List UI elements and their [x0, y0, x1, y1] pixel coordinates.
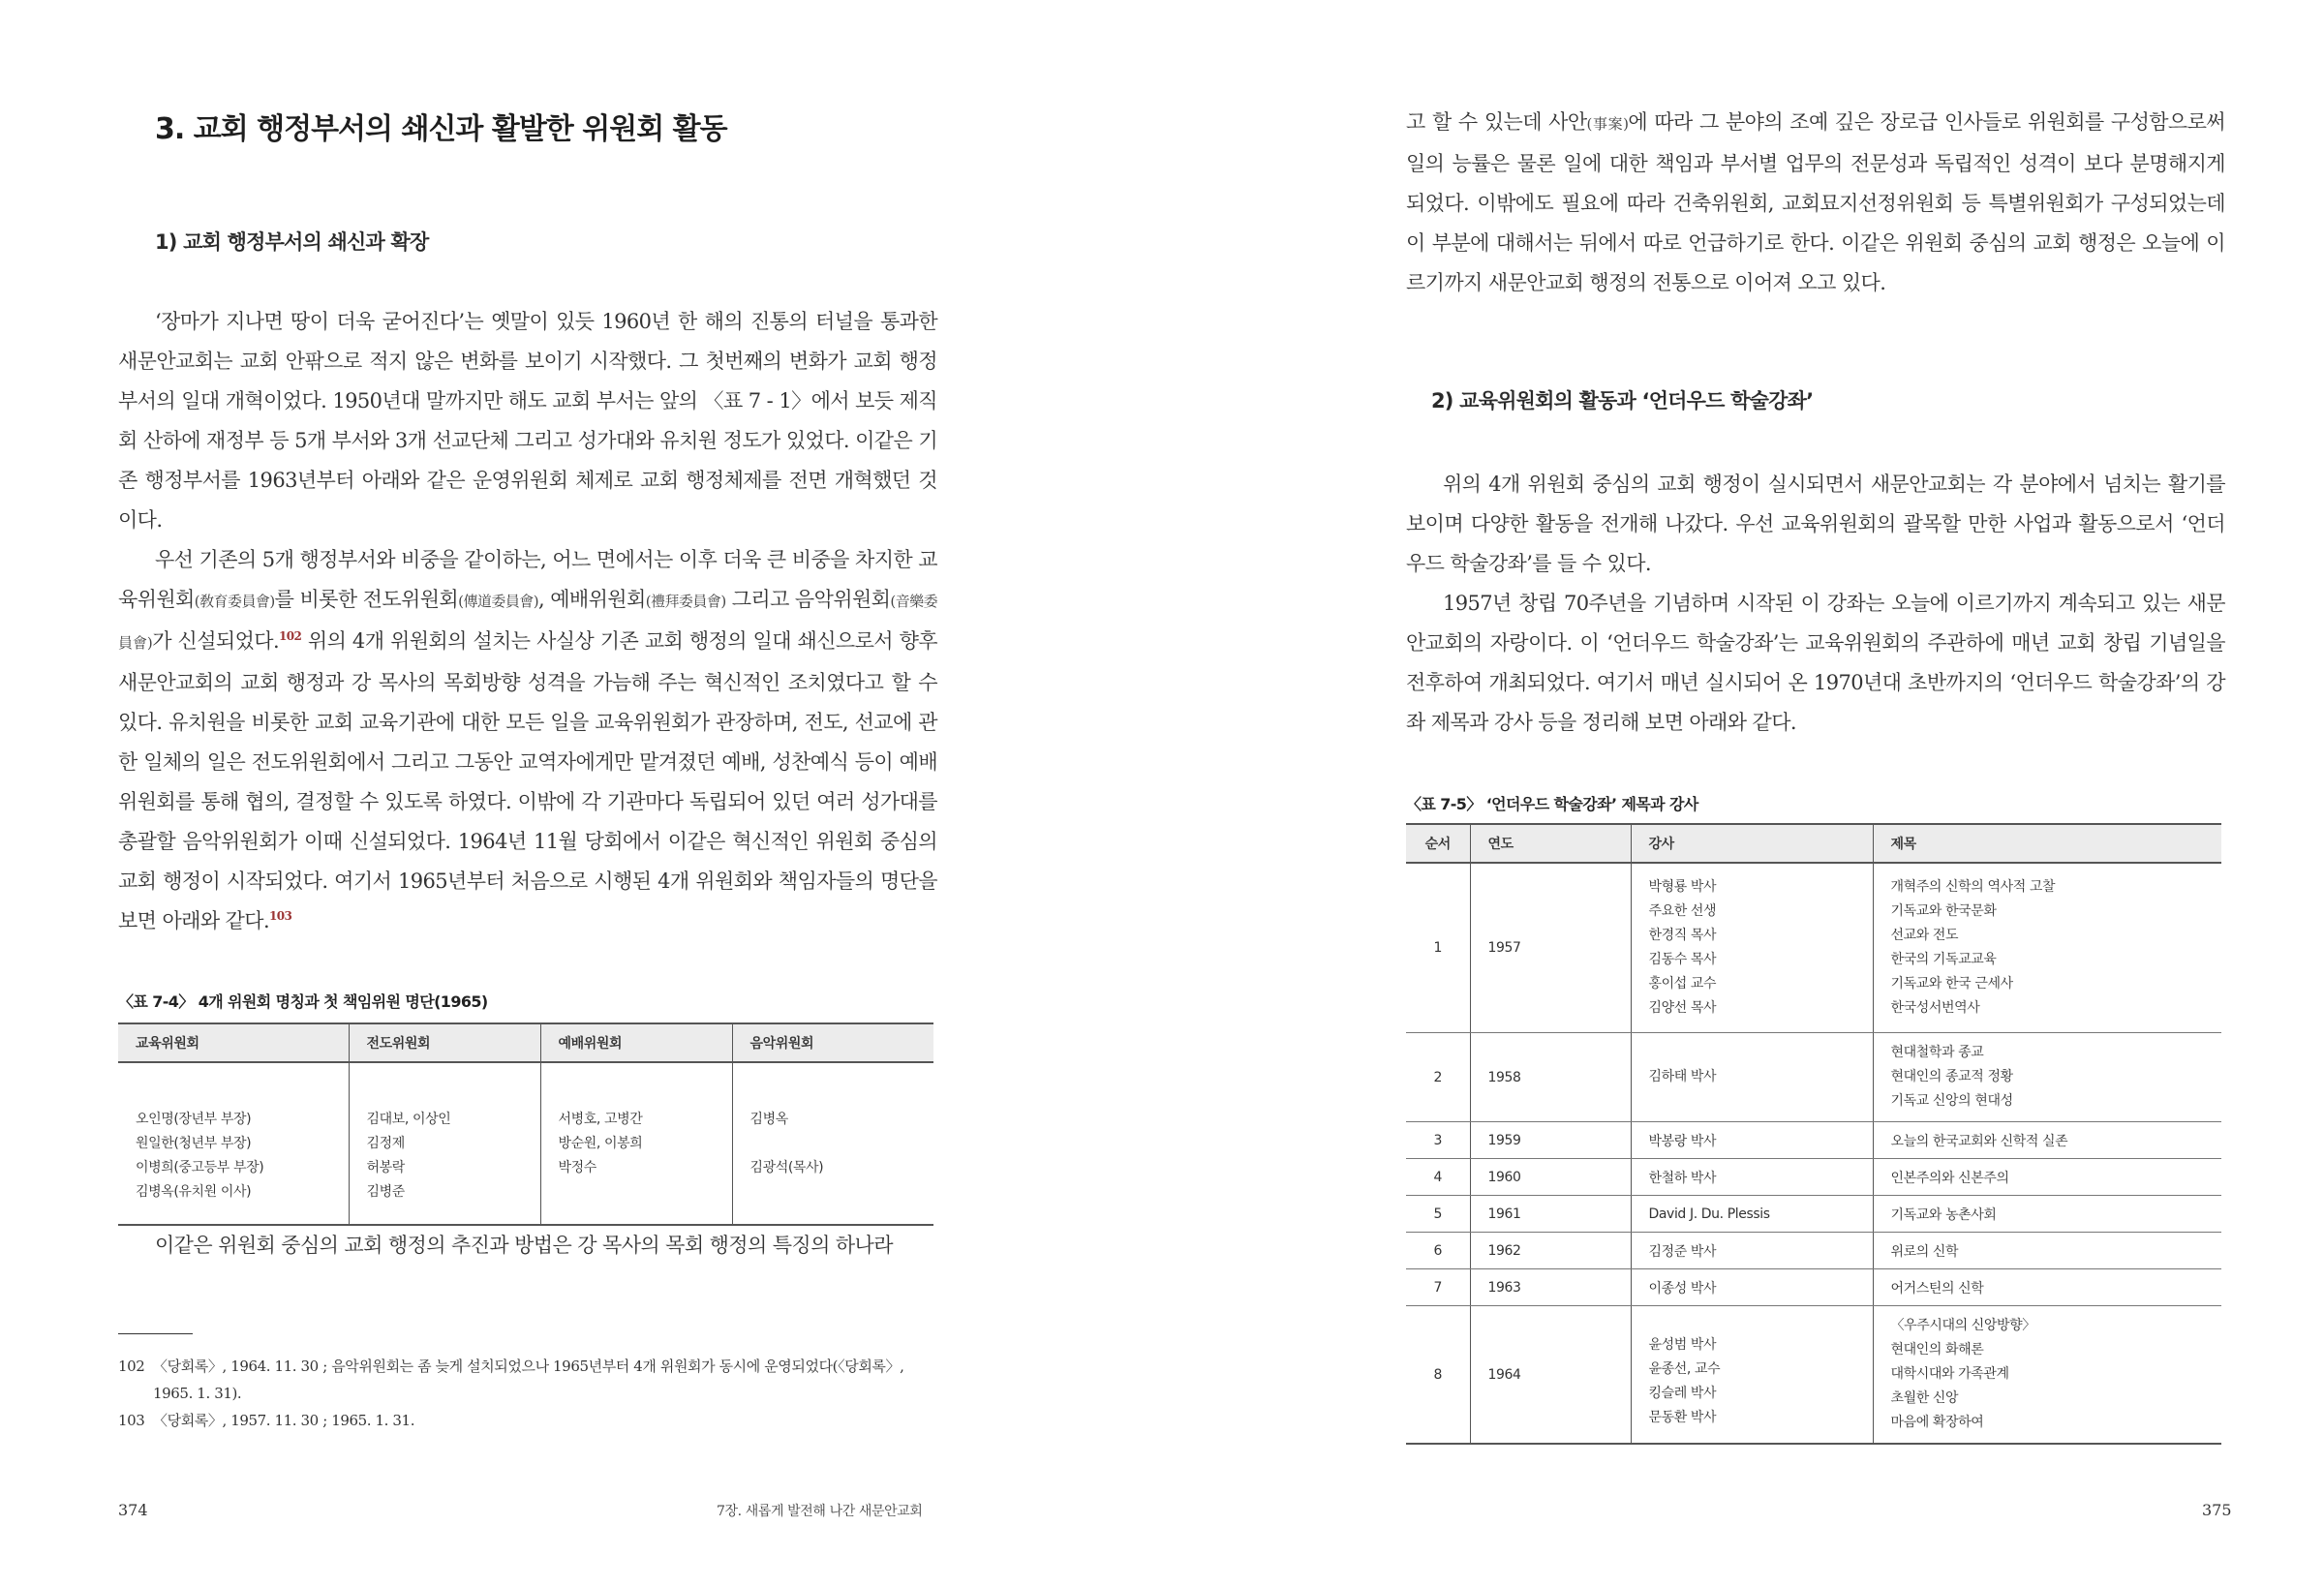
- paragraph: 고 할 수 있는데 사안(事案)에 따라 그 분야의 조예 깊은 장로급 인사들로 위원회를 구성함으로써 일의 능률은 물론 일에 대한 책임과 부서별 업무의 전문성과 독립적인 성격이 보다 분명해지게 되었다. 이밖에도 필요에 따라 건축위원회, 교회묘지선정위원회 등 특별위원회가 구성되었는데 이 부분에 대해서는 뒤에서 따로 언급하기로 한다. 이같은 위원회 중심의 교회 행정은 오늘에 이르기까지 새문안교회 행정의 전통으로 이어져 오고 있다.: [1406, 110, 2225, 294]
- right-page: [1162, 0, 2324, 1587]
- table-cell: 서병호, 고병간 방순원, 이봉희 박정수: [540, 1062, 732, 1225]
- footnote-marker-103[interactable]: 103: [269, 909, 292, 923]
- paragraph: 1957년 창립 70주년을 기념하며 시작된 이 강좌는 오늘에 이르기까지 계속되고 있는 새문안교회의 자랑이다. 이 ‘언더우드 학술강좌’는 교육위원회의 주관하에 매년 교회 창립 기념일을 전후하여 개최되었다. 여기서 매년 실시되어 온 1970년대 초반까지의 ‘언더우드 학술강좌’의 강좌 제목과 강사 등을 정리해 보면 아래와 같다.: [1406, 592, 2225, 734]
- table-7-4: [118, 1022, 933, 1226]
- column-header: 순서: [1406, 824, 1470, 863]
- section-title-2: 2) 교육위원회의 활동과 ‘언더우드 학술강좌’: [1431, 389, 1814, 412]
- footnotes: [118, 1353, 937, 1434]
- body-text-right: [1406, 465, 2225, 743]
- section-title-1: 1) 교회 행정부서의 쇄신과 확장: [155, 230, 429, 254]
- column-header: 연도: [1470, 824, 1631, 863]
- chapter-title: 3. 교회 행정부서의 쇄신과 활발한 위원회 활동: [155, 112, 727, 146]
- column-header: 교육위원회: [118, 1023, 349, 1062]
- paragraph: 위의 4개 위원회 중심의 교회 행정이 실시되면서 새문안교회는 각 분야에서 넘치는 활기를 보이며 다양한 활동을 전개해 나갔다. 우선 교육위원회의 괄목할 만한 사업과 활동으로서 ‘언더우드 학술강좌’를 들 수 있다.: [1406, 473, 2225, 575]
- running-head: 7장. 새롭게 발전해 나간 새문안교회: [717, 1504, 923, 1519]
- column-header: 예배위원회: [540, 1023, 732, 1062]
- table-cell: 김병옥 김광석(목사): [732, 1062, 933, 1225]
- column-header: 제목: [1873, 824, 2221, 863]
- footnote-103: 103 〈당회록〉, 1957. 11. 30 ; 1965. 1. 31.: [118, 1412, 415, 1429]
- table-row: 6 1962 김정준 박사 위로의 신학: [1406, 1233, 2221, 1269]
- column-header: 음악위원회: [732, 1023, 933, 1062]
- table-row: 1 1957 박형룡 박사 주요한 선생 한경직 목사 김동수 목사 홍이섭 교수 김양선 목사 개혁주의 신학의 역사적 고찰 기독교와 한국문화 선교와 전도 한국의 기독교교육 기독교와 한국 근세사 한국성서번역사: [1406, 863, 2221, 1033]
- paragraph: 우선 기존의 5개 행정부서와 비중을 같이하는, 어느 면에서는 이후 더욱 큰 비중을 차지한 교육위원회(敎育委員會)를 비롯한 전도위원회(傳道委員會), 예배위원회(禮拜委員會) 그리고 음악위원회(音樂委員會)가 신설되었다.$^{102}$ 위의 4개 위원회의 설치는 사실상 기존 교회 행정의 일대 쇄신으로서 향후 새문안교회의 교회 행정과 강 목사의 목회방향 성격을 가늠해 주는 혁신적인 조치였다고 할 수 있다. 유치원을 비롯한 교회 교육기관에 대한 모든 일을 교육위원회가 관장하며, 전도, 선교에 관한 일체의 일은 전도위원회에서 그리고 그동안 교역자에게만 맡겨졌던 예배, 성찬예식 등이 예배위원회를 통해 협의, 결정할 수 있도록 하였다. 이밖에 각 기관마다 독립되어 있던 여러 성가대를 총괄할 음악위원회가 이때 신설되었다. 1964년 11월 당회에서 이같은 혁신적인 위원회 중심의 교회 행정이 시작되었다. 여기서 1965년부터 처음으로 시행된 4개 위원회와 책임자들의 명단을 보면 아래와 같다.$^{103}$: [118, 548, 938, 932]
- table-7-5: [1406, 823, 2221, 1445]
- body-text-left: [118, 302, 937, 941]
- table-7-4-caption: 〈표 7-4〉 4개 위원회 명칭과 첫 책임위원 명단(1965): [118, 992, 488, 1011]
- footnote-divider: [118, 1333, 193, 1334]
- table-row: 7 1963 이종성 박사 어거스틴의 신학: [1406, 1269, 2221, 1306]
- table-row: 3 1959 박봉랑 박사 오늘의 한국교회와 신학적 실존: [1406, 1122, 2221, 1159]
- page-number-right: 375: [2202, 1501, 2232, 1519]
- table-row: 8 1964 윤성범 박사 윤종선, 교수 킹슬레 박사 문동환 박사 〈우주시대의 신앙방향〉 현대인의 화해론 대학시대와 가족관계 초월한 신앙 마음에 확장하여: [1406, 1306, 2221, 1445]
- page-number-left: 374: [118, 1501, 148, 1519]
- paragraph: ‘장마가 지나면 땅이 더욱 굳어진다’는 옛말이 있듯 1960년 한 해의 진통의 터널을 통과한 새문안교회는 교회 안팎으로 적지 않은 변화를 보이기 시작했다. 그 첫번째의 변화가 교회 행정부서의 일대 개혁이었다. 1950년대 말까지만 해도 교회 부서는 앞의 〈표 7 - 1〉에서 보듯 제직회 산하에 재정부 등 5개 부서와 3개 선교단체 그리고 성가대와 유치원 정도가 있었다. 이같은 기존 행정부서를 1963년부터 아래와 같은 운영위원회 체제로 교회 행정체제를 전면 개혁했던 것이다.: [118, 310, 937, 532]
- table-row: 5 1961 David J. Du. Plessis 기독교와 농촌사회: [1406, 1196, 2221, 1233]
- body-text-left-continued: [118, 1226, 937, 1266]
- footnote-marker-102[interactable]: 102: [279, 629, 302, 643]
- footnote-102: 102 〈당회록〉, 1964. 11. 30 ; 음악위원회는 좀 늦게 설치되었으나 1965년부터 4개 위원회가 동시에 운영되었다(〈당회록〉, 1965. 1. 31).: [118, 1358, 904, 1402]
- table-row: 4 1960 한철하 박사 인본주의와 신본주의: [1406, 1159, 2221, 1196]
- paragraph: 이같은 위원회 중심의 교회 행정의 추진과 방법은 강 목사의 목회 행정의 특징의 하나라: [155, 1234, 893, 1257]
- table-7-5-caption: 〈표 7-5〉 ‘언더우드 학술강좌’ 제목과 강사: [1406, 795, 1698, 813]
- body-text-right-top: [1406, 103, 2225, 303]
- column-header: 강사: [1631, 824, 1873, 863]
- table-cell: 오인명(장년부 부장) 원일한(청년부 부장) 이병희(중고등부 부장) 김병옥(유치원 이사): [118, 1062, 349, 1225]
- table-row: 2 1958 김하태 박사 현대철학과 종교 현대인의 종교적 정황 기독교 신앙의 현대성: [1406, 1033, 2221, 1122]
- table-row: [118, 1062, 933, 1225]
- table-cell: 김대보, 이상인 김정제 허봉락 김병준: [349, 1062, 540, 1225]
- column-header: 전도위원회: [349, 1023, 540, 1062]
